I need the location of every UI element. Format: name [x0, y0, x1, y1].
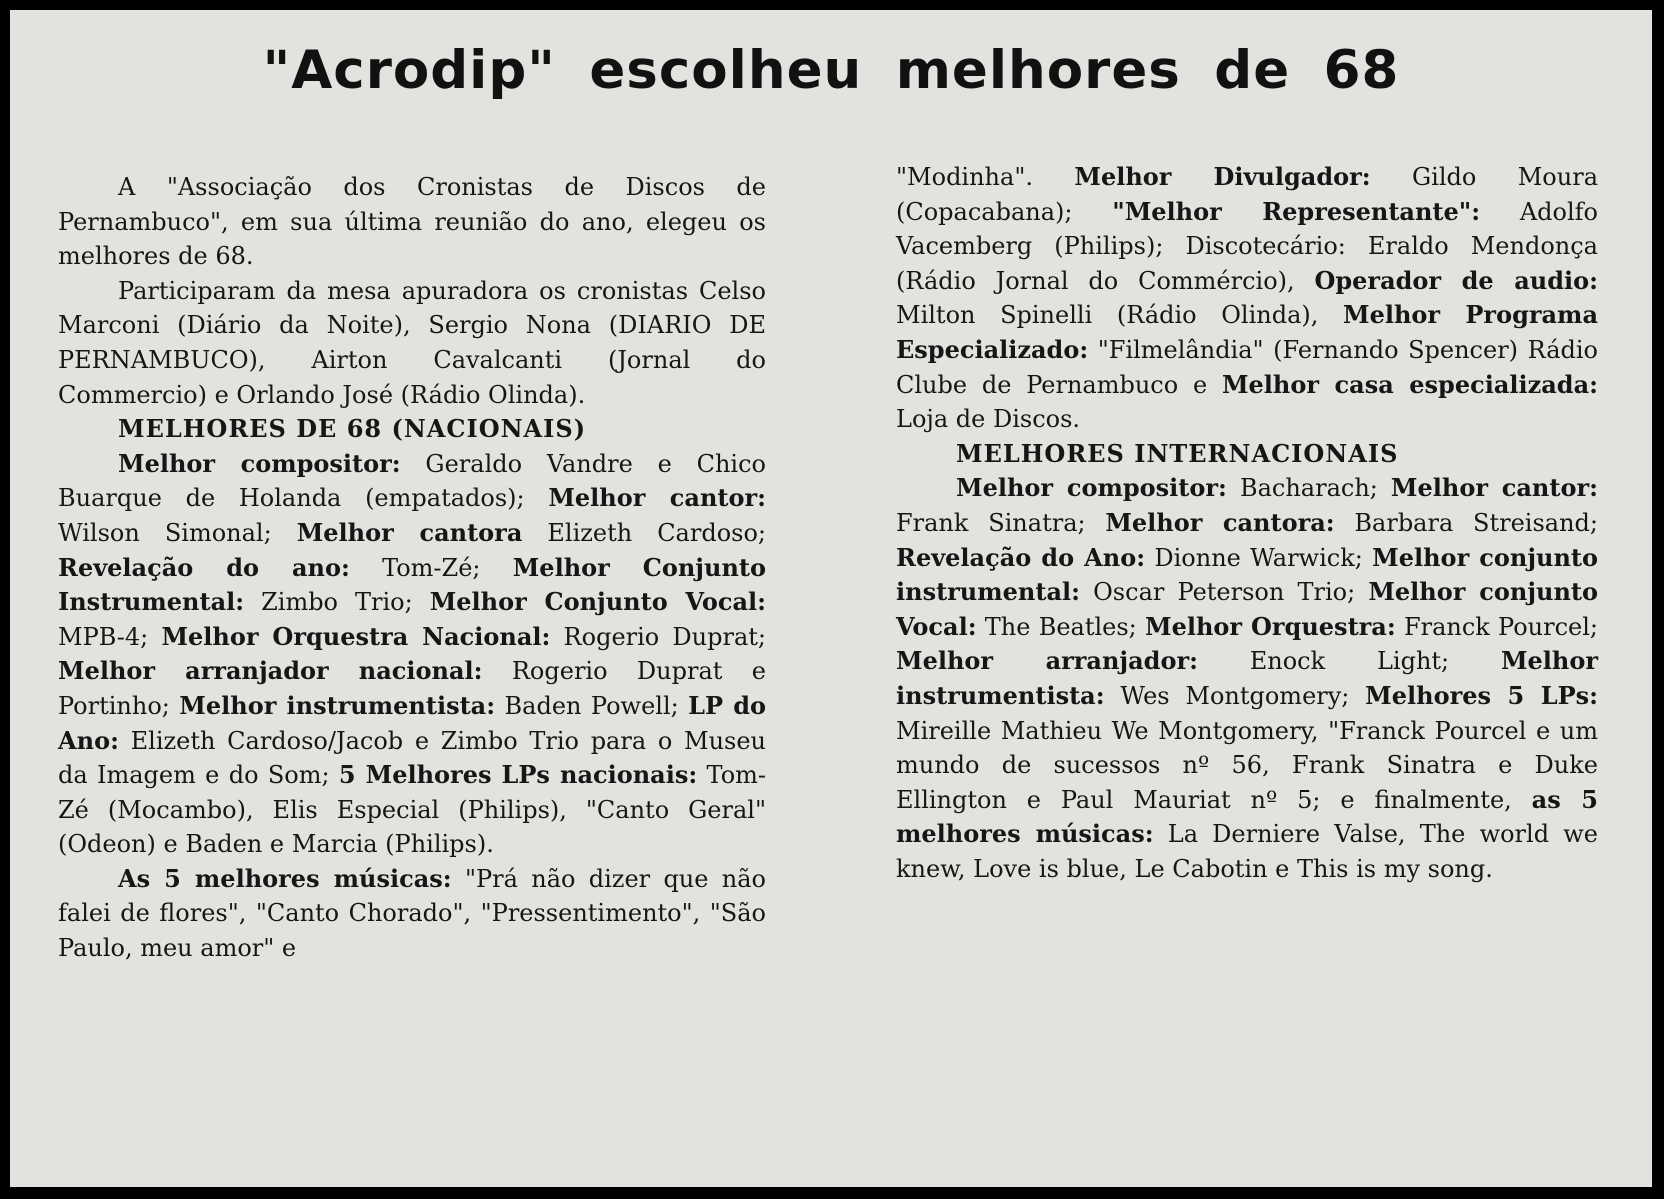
left-column [58, 170, 766, 966]
section-heading-nacionais: MELHORES DE 68 (NACIONAIS) [118, 414, 587, 444]
category-label: 5 Melhores LPs nacionais: [338, 760, 698, 790]
category-value: The Beatles; [976, 612, 1145, 641]
category-value: Adolfo Vacemberg (Philips); Discotecário: Eraldo Mendonça (Rádio Jornal do Commércio), [896, 197, 1598, 295]
category-label: Melhores 5 LPs: [1365, 680, 1598, 710]
category-label: "Melhor Representante": [1112, 196, 1481, 226]
category-label: LP do Ano: [58, 690, 766, 755]
category-label: Revelação do ano: [58, 552, 350, 582]
category-label: Melhor Conjunto Vocal: [429, 587, 767, 617]
category-label: Melhor Programa Especializado: [896, 300, 1599, 364]
category-label: Melhor compositor: [956, 473, 1227, 503]
category-value: Elizeth Cardoso/Jacob e Zimbo Trio para o Museu da Imagem e do Som; [58, 726, 766, 790]
category-value: Rogerio Duprat; [550, 622, 766, 651]
right-column [896, 160, 1598, 886]
category-label: Melhor cantora: [1105, 507, 1335, 537]
category-value: Bacharach; [1226, 474, 1391, 503]
category-label: Melhor casa especializada: [1221, 369, 1598, 399]
category-value: Enock Light; [1197, 647, 1501, 676]
category-label: Melhor cantor: [1390, 473, 1598, 503]
section-heading-internacionais: MELHORES INTERNACIONAIS [956, 438, 1399, 468]
category-label: As 5 melhores músicas: [118, 863, 452, 893]
nacionais-winners-paragraph [58, 447, 766, 862]
category-value: MPB-4; [58, 622, 162, 651]
category-value: "Filmelândia" (Fernando Spencer) Rádio Clube de Pernambuco e [896, 335, 1598, 399]
category-value: Franck Pourcel; [1395, 612, 1598, 641]
intro-paragraph: A "Associação dos Cronistas de Discos de Pernambuco", em sua última reunião do ano, elegeu os melhores de 68. [58, 173, 766, 271]
category-label: as 5 melhores músicas: [896, 784, 1598, 849]
category-value: Milton Spinelli (Rádio Olinda), [896, 301, 1343, 330]
category-value: Loja de Discos. [896, 405, 1081, 434]
category-label: Melhor Orquestra: [1145, 611, 1396, 641]
category-value: Baden Powell; [495, 691, 689, 720]
participants-paragraph: Participaram da mesa apuradora os cronistas Celso Marconi (Diário da Noite), Sergio Nona (DIARIO DE PERNAMBUCO), Airton Cavalcanti (Jornal do Commercio) e Orlando José (Rádio Olinda). [58, 276, 766, 409]
category-value: Elizeth Cardoso; [522, 518, 767, 547]
category-value: Oscar Peterson Trio; [1079, 578, 1369, 607]
internacionais-winners-paragraph [896, 471, 1598, 886]
category-label: Melhor instrumentista: [179, 690, 496, 720]
category-label: Melhor arranjador nacional: [58, 656, 483, 686]
category-value: Mireille Mathieu We Montgomery, "Franck Pourcel e um mundo de sucessos nº 56, Frank Sinatra e Duke Ellington e Paul Mauriat nº 5; e finalmente, [896, 716, 1598, 814]
headline: "Acrodip" escolheu melhores de 68 [262, 40, 1400, 101]
category-value: Wes Montgomery; [1104, 681, 1366, 710]
category-label: Melhor instrumentista: [896, 646, 1598, 710]
category-value: Barbara Streisand; [1334, 508, 1598, 537]
newspaper-clipping [10, 10, 1652, 1187]
category-value: Wilson Simonal; [58, 518, 297, 547]
category-value: Zimbo Trio; [244, 588, 430, 617]
category-label: Melhor conjunto Vocal: [896, 577, 1598, 641]
category-label: Melhor conjunto instrumental: [896, 542, 1598, 607]
category-value: "Prá não dizer que não falei de flores", "Canto Chorado", "Pressentimento", "São Paulo, meu amor" e [58, 864, 766, 963]
category-label: Melhor arranjador: [896, 646, 1198, 676]
category-label: Melhor compositor: [118, 448, 401, 478]
category-value: La Derniere Valse, The world we knew, Love is blue, Le Cabotin e This is my song. [896, 820, 1598, 883]
category-value: Tom-Zé (Mocambo), Elis Especial (Philips), "Canto Geral" (Odeon) e Baden e Marcia (Philips). [58, 761, 767, 859]
category-value: Tom-Zé; [349, 553, 513, 582]
musicas-paragraph [58, 862, 766, 966]
category-value: Gildo Moura (Copacabana); [896, 163, 1598, 226]
category-value: Dionne Warwick; [1145, 543, 1373, 572]
category-label: Melhor Divulgador: [1074, 162, 1371, 191]
category-label: Melhor Conjunto Instrumental: [58, 552, 766, 617]
category-label: Revelação do Ano: [896, 542, 1146, 572]
category-label: Melhor Orquestra Nacional: [161, 621, 551, 651]
category-value: "Modinha". [896, 163, 1075, 191]
category-label: Melhor cantora [296, 517, 523, 547]
category-value: Frank Sinatra; [896, 508, 1106, 537]
category-label: Melhor cantor: [548, 483, 767, 513]
continuation-paragraph [896, 160, 1598, 437]
category-label: Operador de audio: [1314, 265, 1598, 295]
category-value: Rogerio Duprat e Portinho; [58, 657, 766, 720]
category-value: Geraldo Vandre e Chico Buarque de Holanda (empatados); [58, 449, 766, 513]
